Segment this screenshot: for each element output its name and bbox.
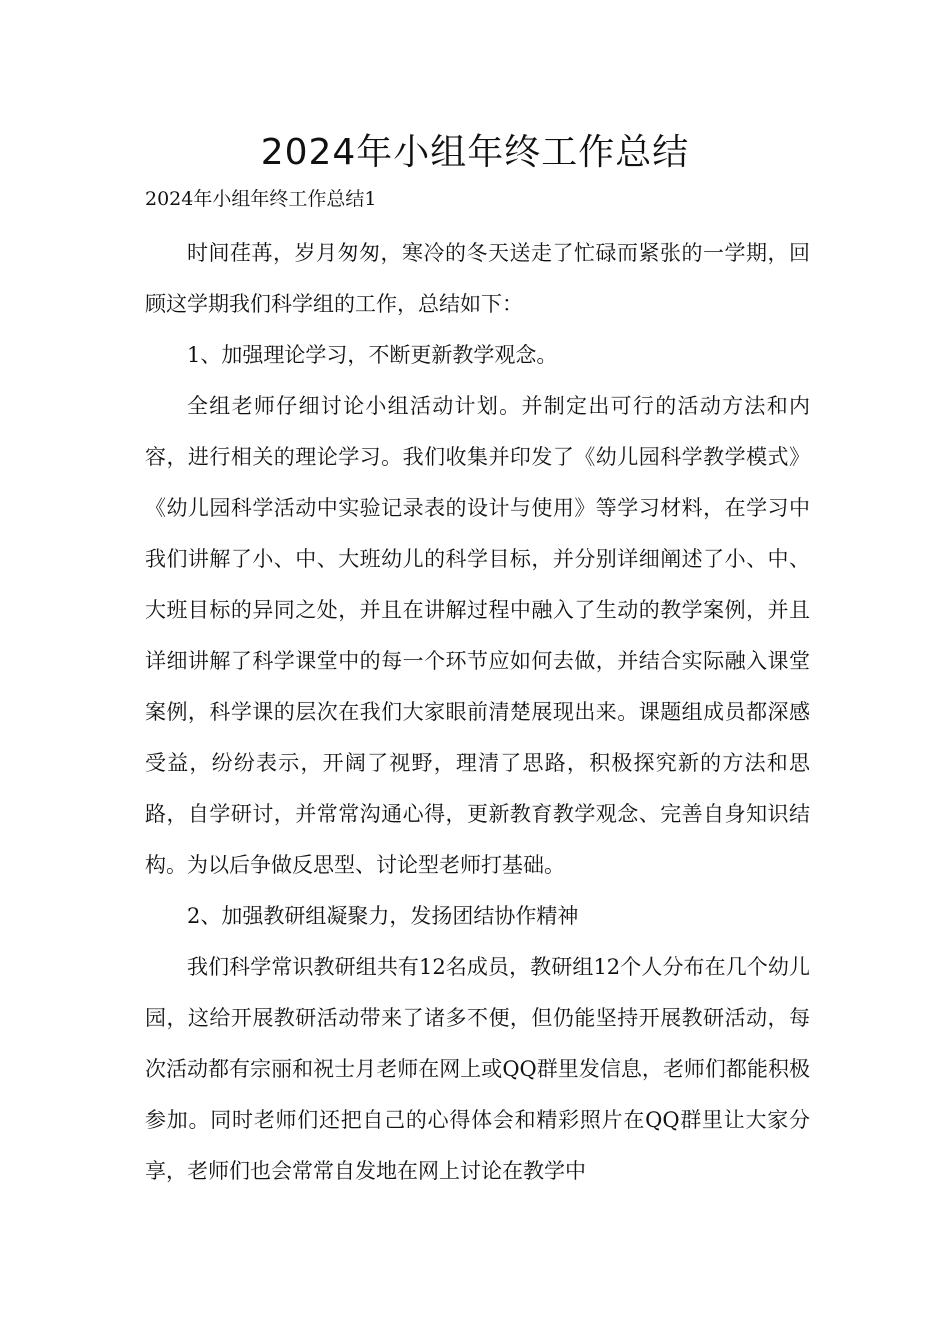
paragraph-heading-1: 1、加强理论学习，不断更新教学观念。 bbox=[187, 343, 558, 367]
paragraph-intro: 时间荏苒，岁月匆匆，寒冷的冬天送走了忙碌而紧张的一学期，回顾这学期我们科学组的工作，总结如下： bbox=[145, 241, 810, 316]
document-body bbox=[145, 228, 810, 1197]
paragraph-heading-2: 2、加强教研组凝聚力，发扬团结协作精神 bbox=[187, 904, 579, 928]
document-subtitle: 2024年小组年终工作总结1 bbox=[145, 188, 377, 210]
paragraph-theory-study: 全组老师仔细讨论小组活动计划。并制定出可行的活动方法和内容，进行相关的理论学习。我们收集并印发了《幼儿园科学教学模式》《幼儿园科学活动中实验记录表的设计与使用》等学习材料，在学习中我们讲解了小、中、大班幼儿的科学目标，并分别详细阐述了小、中、大班目标的异同之处，并且在讲解过程中融入了生动的教学案例，并且详细讲解了科学课堂中的每一个环节应如何去做，并结合实际融入课堂案例，科学课的层次在我们大家眼前清楚展现出来。课题组成员都深感受益，纷纷表示，开阔了视野，理清了思路，积极探究新的方法和思路，自学研讨，并常常沟通心得，更新教育教学观念、完善自身知识结构。为以后争做反思型、讨论型老师打基础。 bbox=[145, 394, 810, 877]
document-title: 2024年小组年终工作总结 bbox=[260, 132, 690, 173]
paragraph-teamwork: 我们科学常识教研组共有12名成员，教研组12个人分布在几个幼儿园，这给开展教研活动带来了诸多不便，但仍能坚持开展教研活动，每次活动都有宗丽和祝士月老师在网上或QQ群里发信息，老师们都能积极参加。同时老师们还把自己的心得体会和精彩照片在QQ群里让大家分享，老师们也会常常自发地在网上讨论在教学中 bbox=[145, 955, 810, 1183]
